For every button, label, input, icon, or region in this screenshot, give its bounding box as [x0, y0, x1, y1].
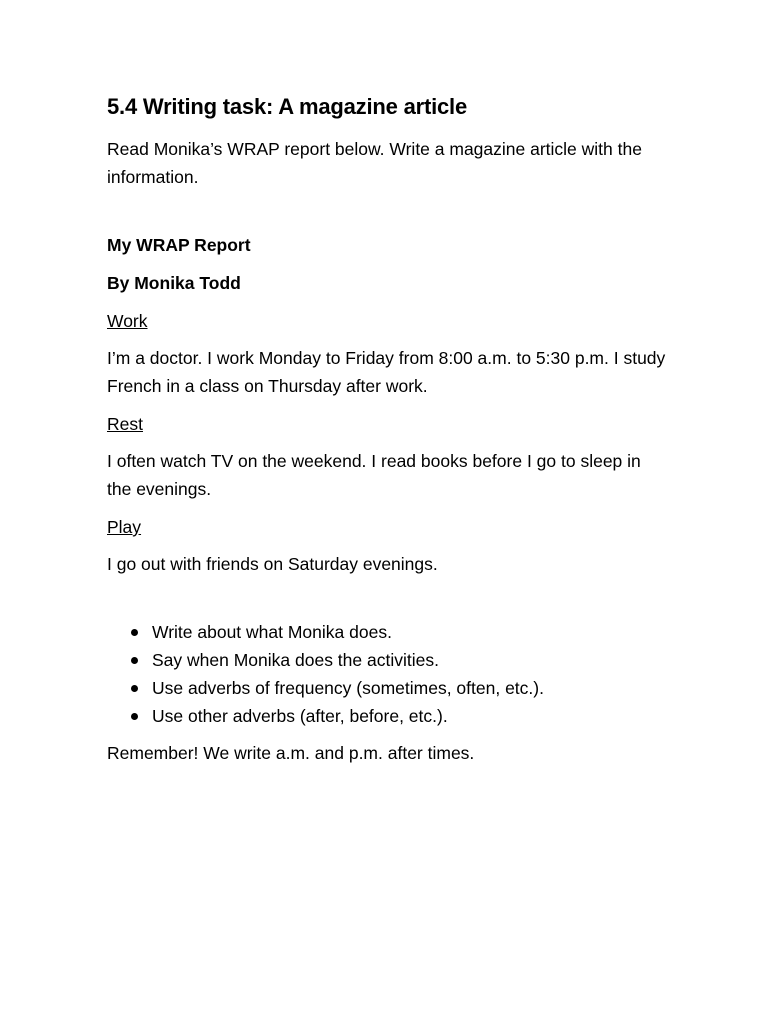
list-item	[107, 646, 667, 674]
section-label-rest: Rest	[107, 414, 143, 434]
section-text-rest: I often watch TV on the weekend. I read books before I go to sleep in the evenings.	[107, 451, 641, 499]
section-text-play: I go out with friends on Saturday evenings.	[107, 554, 438, 574]
reminder-text: Remember! We write a.m. and p.m. after times.	[107, 743, 475, 763]
bullet-icon	[131, 713, 138, 720]
document-page	[107, 92, 667, 767]
bullet-icon	[131, 629, 138, 636]
intro-paragraph: Read Monika’s WRAP report below. Write a magazine article with the information.	[107, 139, 642, 187]
page-title: 5.4 Writing task: A magazine article	[107, 94, 467, 119]
list-item	[107, 674, 667, 702]
report-title: My WRAP Report	[107, 235, 251, 255]
task-list	[107, 618, 667, 730]
task-text: Use adverbs of frequency (sometimes, often, etc.).	[152, 678, 544, 698]
list-item	[107, 618, 667, 646]
section-label-play: Play	[107, 517, 142, 537]
task-text: Write about what Monika does.	[152, 622, 392, 642]
section-text-work: I’m a doctor. I work Monday to Friday from 8:00 a.m. to 5:30 p.m. I study French in a class on Thursday after work.	[107, 348, 666, 396]
task-text: Use other adverbs (after, before, etc.).	[152, 706, 448, 726]
bullet-icon	[131, 657, 138, 664]
section-label-work: Work	[107, 311, 148, 331]
task-text: Say when Monika does the activities.	[152, 650, 439, 670]
report-author: By Monika Todd	[107, 273, 241, 293]
bullet-icon	[131, 685, 138, 692]
list-item	[107, 702, 667, 730]
